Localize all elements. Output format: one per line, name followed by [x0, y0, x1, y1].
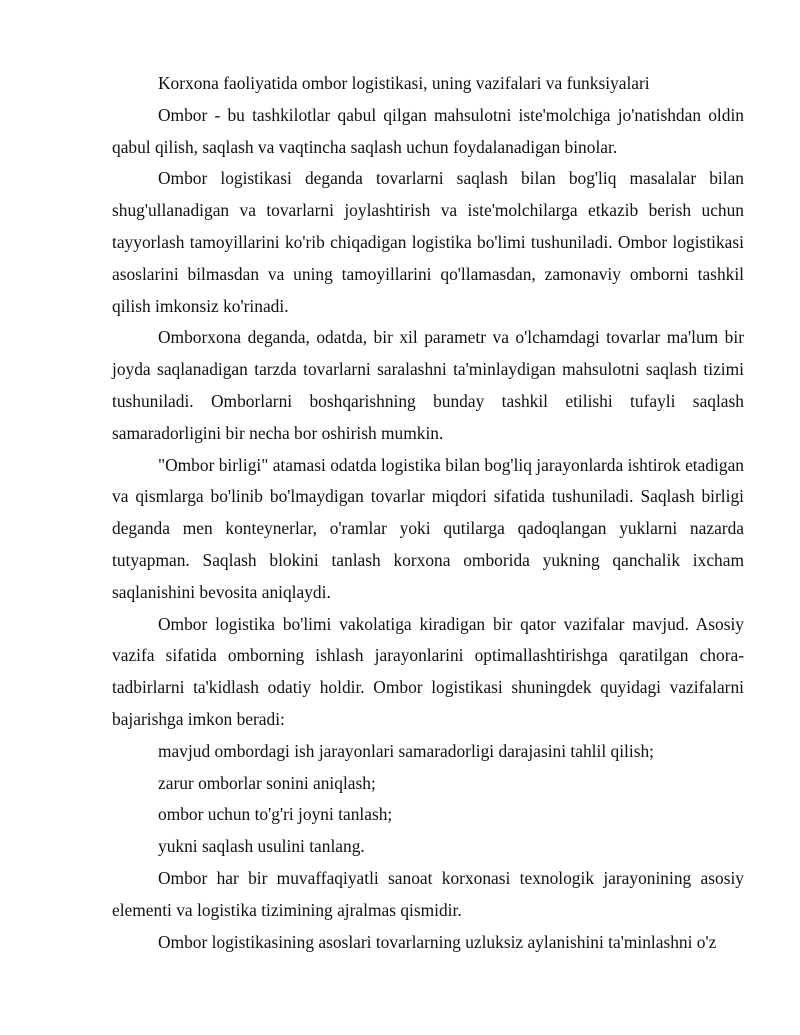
paragraph-ombor-definition: Ombor - bu tashkilotlar qabul qilgan mahsulotni iste'molchiga jo'natishdan oldin qabul qilish, saqlash va vaqtincha saqlash uchun foydalanadigan binolar. — [112, 104, 744, 157]
list-item: mavjud ombordagi ish jarayonlari samaradorligi darajasini tahlil qilish; — [158, 740, 654, 761]
paragraph-asoslari: Ombor logistikasining asoslari tovarlarning uzluksiz aylanishini ta'minlashni o'z — [158, 931, 717, 952]
paragraph-sanoat-korxonasi: Ombor har bir muvaffaqiyatli sanoat korxonasi texnologik jarayonining asosiy elementi va logistika tizimining ajralmas qismidir. — [112, 867, 744, 920]
paragraph-omborxona: Omborxona deganda, odatda, bir xil parametr va o'lchamdagi tovarlar ma'lum bir joyda saqlanadigan tarzda tovarlarni saralashni ta'minlaydigan mahsulotni saqlash tizimi tushuniladi. Omborlarni boshqarishning bunday tashkil etilishi tufayli saqlash samaradorligini bir necha bor oshirish mumkin. — [112, 327, 744, 443]
paragraph-vazifalar: Ombor logistika bo'limi vakolatiga kiradigan bir qator vazifalar mavjud. Asosiy vazifa sifatida omborning ishlash jarayonlarini optimallashtirishga qaratilgan chora-tadbirlarni ta'kidlash odatiy holdir. Ombor logistikasi shuningdek quyidagi vazifalarni bajarishga imkon beradi: — [112, 613, 744, 729]
list-item: ombor uchun to'g'ri joyni tanlash; — [158, 804, 393, 825]
document-page — [112, 68, 744, 958]
section-heading: Korxona faoliyatida ombor logistikasi, uning vazifalari va funksiyalari — [158, 73, 650, 93]
list-item: yukni saqlash usulini tanlang. — [158, 836, 365, 857]
paragraph-ombor-birligi: "Ombor birligi" atamasi odatda logistika bilan bog'liq jarayonlarda ishtirok etadigan va qismlarga bo'linib bo'lmaydigan tovarlar miqdori sifatida tushuniladi. Saqlash birligi deganda men konteynerlar, o'ramlar yoki qutilarga qadoqlangan yuklarni nazarda tutyapman. Saqlash blokini tanlash korxona omborida yukning qanchalik ixcham saqlanishini bevosita aniqlaydi. — [112, 454, 744, 602]
list-item: zarur omborlar sonini aniqlash; — [158, 772, 376, 793]
paragraph-ombor-logistikasi: Ombor logistikasi deganda tovarlarni saqlash bilan bog'liq masalalar bilan shug'ullanadigan va tovarlarni joylashtirish va iste'molchilarga etkazib berish uchun tayyorlash tamoyillarini ko'rib chiqadigan logistika bo'limi tushuniladi. Ombor logistikasi asoslarini bilmasdan va uning tamoyillarini qo'llamasdan, zamonaviy omborni tashkil qilish imkonsiz ko'rinadi. — [112, 168, 744, 316]
